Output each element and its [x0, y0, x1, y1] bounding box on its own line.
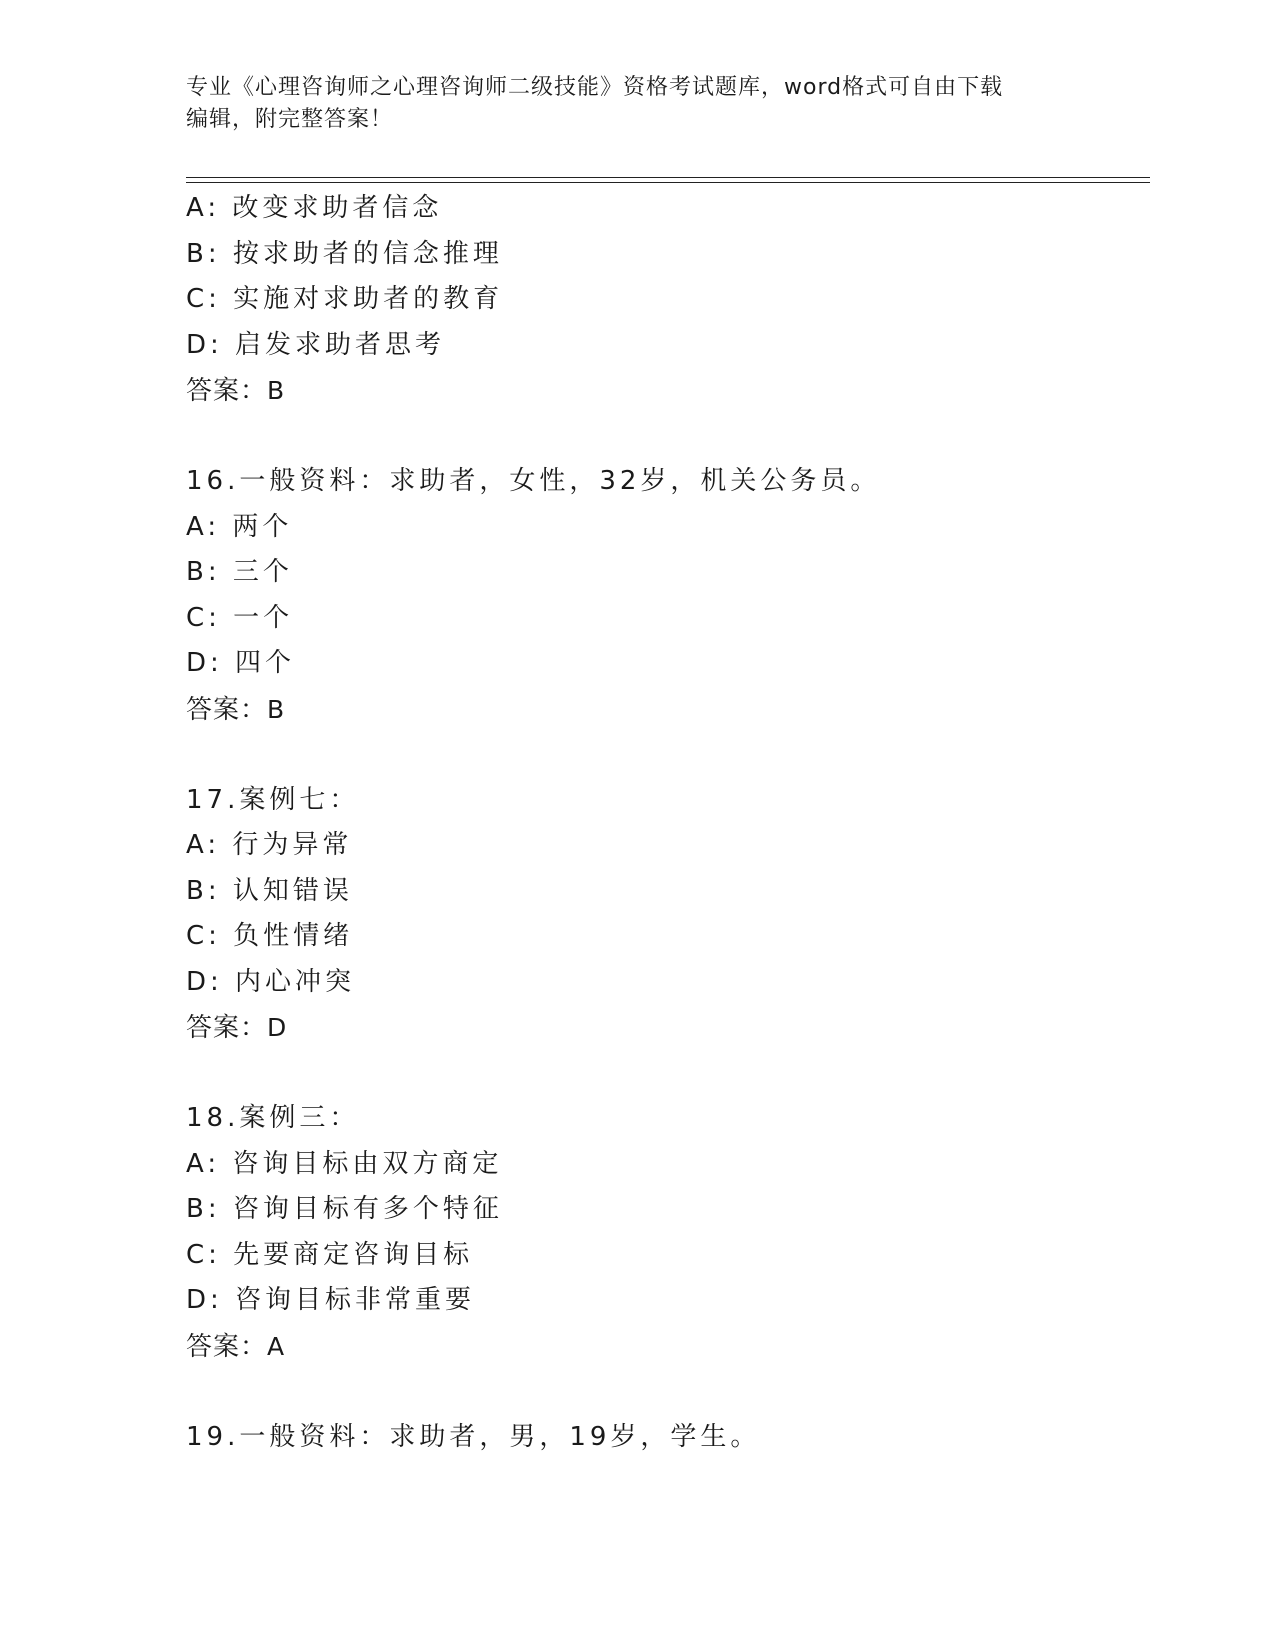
- option-d: D: 内心冲突: [186, 966, 356, 997]
- option-a: A: 改变求助者信念: [186, 193, 443, 223]
- answer-label: 答案：: [186, 694, 268, 725]
- question-block: [186, 1096, 1146, 1369]
- answer-label: 答案：: [186, 1013, 268, 1043]
- option-c: C: 负性情绪: [186, 921, 354, 951]
- question-text: 17.案例七：: [186, 784, 360, 815]
- option-d: D: 四个: [186, 648, 296, 678]
- answer-value: A: [267, 1331, 286, 1361]
- option-a: A: 咨询目标由双方商定: [186, 1148, 503, 1179]
- question-block: [186, 186, 1146, 414]
- question-text: 16.一般资料：求助者，女性，32岁，机关公务员。: [186, 466, 881, 496]
- option-b: B: 咨询目标有多个特征: [186, 1194, 503, 1224]
- header-line-1: 专业《心理咨询师之心理咨询师二级技能》资格考试题库，word格式可自由下载: [186, 75, 1004, 100]
- option-d: D: 咨询目标非常重要: [186, 1285, 476, 1315]
- answer-line: [186, 368, 1146, 414]
- question-block: [186, 1415, 1146, 1461]
- spacer: [186, 414, 1146, 460]
- spacer: [186, 732, 1146, 778]
- answer-line: [186, 687, 1146, 733]
- option-b: B: 三个: [186, 557, 293, 587]
- header-divider-bottom: [186, 182, 1150, 183]
- header-line-2: 编辑，附完整答案！: [186, 107, 394, 132]
- question-text: 19.一般资料：求助者，男，19岁，学生。: [186, 1421, 761, 1452]
- question-text: 18.案例三：: [186, 1103, 360, 1133]
- document-header: [186, 72, 1086, 136]
- question-block: [186, 778, 1146, 1051]
- option-c: C: 实施对求助者的教育: [186, 284, 504, 314]
- answer-label: 答案：: [186, 376, 268, 406]
- option-c: C: 一个: [186, 602, 294, 633]
- question-list: [186, 186, 1146, 1460]
- option-c: C: 先要商定咨询目标: [186, 1239, 474, 1270]
- answer-value: B: [267, 694, 286, 724]
- option-d: D: 启发求助者思考: [186, 329, 446, 360]
- answer-label: 答案：: [186, 1331, 268, 1362]
- answer-value: D: [267, 1013, 288, 1042]
- answer-value: B: [267, 376, 286, 405]
- header-divider-top: [186, 177, 1150, 178]
- option-a: A: 行为异常: [186, 830, 353, 860]
- option-b: B: 认知错误: [186, 875, 353, 906]
- answer-line: [186, 1324, 1146, 1370]
- option-a: A: 两个: [186, 511, 293, 542]
- answer-line: [186, 1005, 1146, 1051]
- spacer: [186, 1369, 1146, 1415]
- spacer: [186, 1051, 1146, 1097]
- question-block: [186, 459, 1146, 732]
- option-b: B: 按求助者的信念推理: [186, 238, 503, 269]
